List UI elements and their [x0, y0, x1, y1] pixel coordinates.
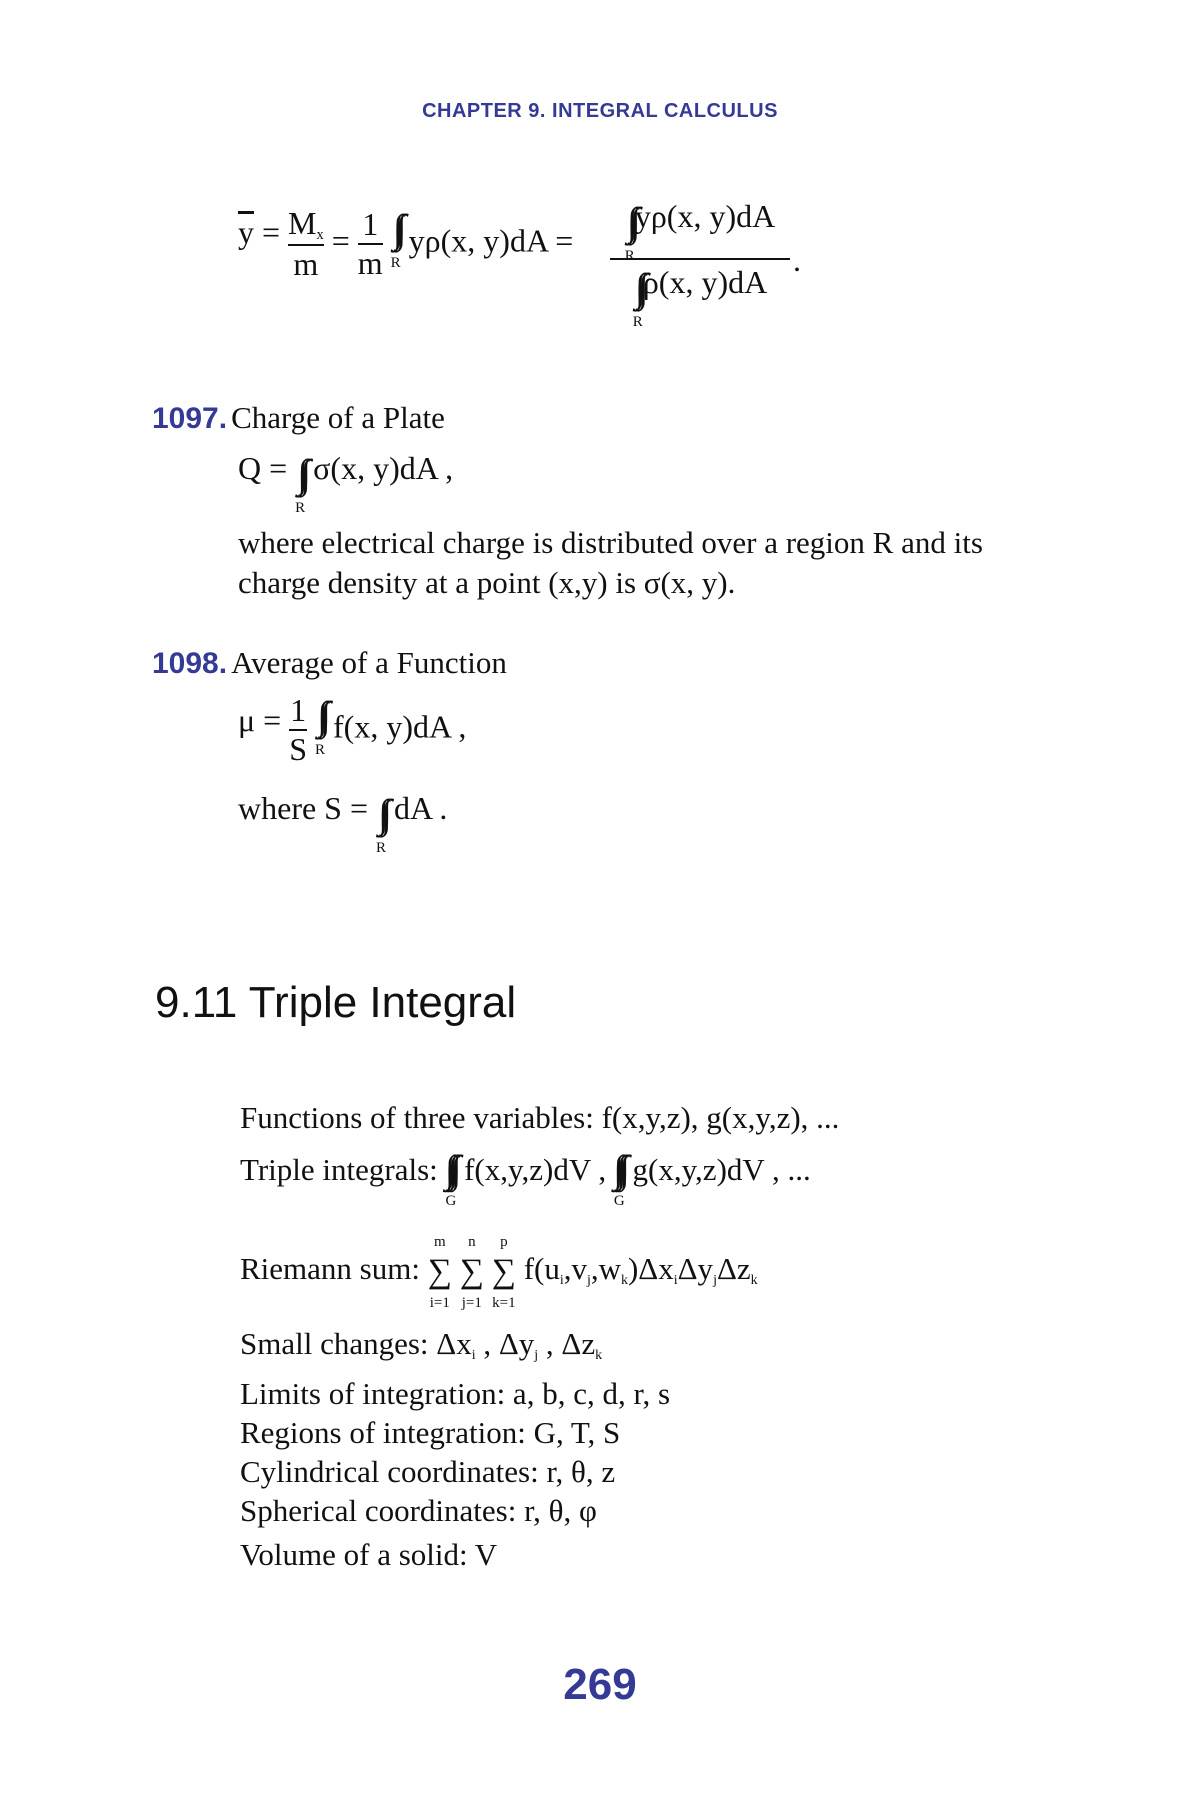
small-changes-line: Small changes: $\Delta x_i$ , $\Delta y_j$ , $\Delta z_k$	[240, 1326, 603, 1363]
item-1098-where: where S = R dA .	[238, 790, 448, 856]
limits-line: Limits of integration: a, b, c, d, r, s	[240, 1376, 671, 1411]
functions-line: Functions of three variables: f(x,y,z), g(x,y,z), ...	[240, 1100, 840, 1135]
item-1098-title: Average of a Function	[231, 645, 507, 680]
item-1098-heading	[152, 645, 507, 681]
centroid-period: .	[793, 242, 801, 278]
item-1098-number: 1098.	[152, 647, 228, 680]
item-1097-formula: Q = R σ(x, y)dA ,	[238, 450, 454, 516]
centroid-equation: $\overline{y}$ = $\frac{M_x}{m}$ = $\frac{1}{m}$ R yρ(x, y)dA =	[238, 205, 574, 283]
section-title: 9.11 Triple Integral	[155, 978, 517, 1027]
one-over-m-fraction: $\frac{1}{m}$	[357, 206, 383, 282]
cylindrical-line: Cylindrical coordinates: r, θ, z	[240, 1454, 616, 1489]
item-1097-title: Charge of a Plate	[231, 400, 445, 435]
chapter-header: CHAPTER 9. INTEGRAL CALCULUS	[422, 100, 778, 122]
item-1097-heading	[152, 400, 445, 436]
page-number: 269	[563, 1660, 637, 1709]
riemann-sum-line: Riemann sum: m ∑ i=1 n ∑ j=1 p ∑ k=1 $f(u_i,v_j,w_k)\Delta x_i\Delta y_j\Delta z_k$	[240, 1234, 758, 1311]
regions-line: Regions of integration: G, T, S	[240, 1415, 621, 1450]
triple-integrals-line: Triple integrals: G f(x,y,z)dV , G g(x,y,z)dV , ...	[240, 1152, 811, 1209]
item-1098-formula: μ = $\frac{1}{S}$ R f(x, y)dA ,	[238, 692, 467, 767]
item-1097-number: 1097.	[152, 402, 228, 435]
volume-line: Volume of a solid: V	[240, 1537, 498, 1572]
double-integral-symbol: R	[390, 255, 401, 271]
centroid-fraction: R yρ(x, y)dA R ρ(x, y)dA	[610, 198, 790, 330]
mx-over-m-fraction: $\frac{M_x}{m}$	[288, 205, 324, 283]
y-bar: $\overline{y}$	[238, 214, 254, 251]
item-1097-description: where electrical charge is distributed over a region R and its charge density at a point (x,y) is σ(x, y).	[238, 525, 983, 600]
centroid-integrand: yρ(x, y)dA	[408, 222, 548, 259]
spherical-line: Spherical coordinates: r, θ, φ	[240, 1493, 597, 1528]
